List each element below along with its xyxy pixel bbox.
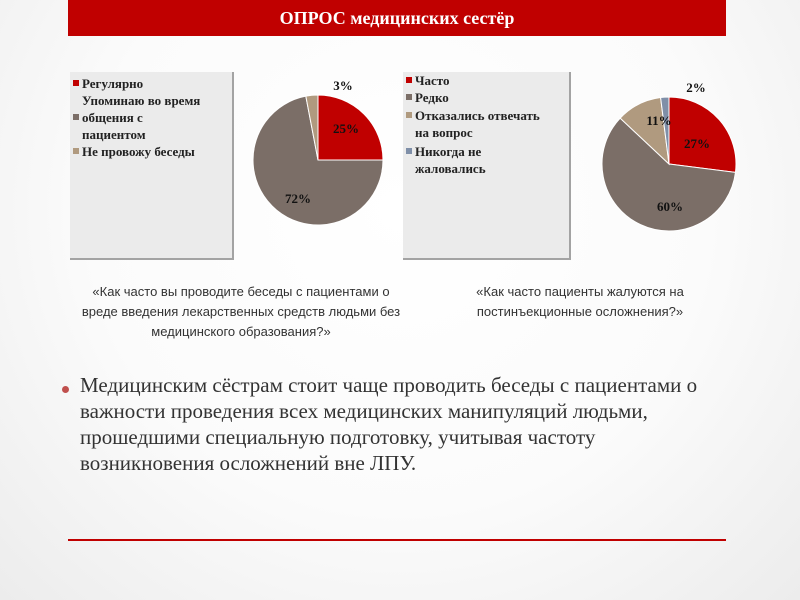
chart2-legend-item-often (415, 73, 450, 89)
chart2-data-label-2: 11% (646, 113, 672, 128)
chart2-legend-line: жаловались (415, 161, 486, 176)
chart2-legend-swatch-red (406, 77, 412, 83)
chart2-legend-item-never (415, 144, 481, 160)
chart2-data-label-0: 27% (684, 136, 710, 151)
chart1-legend-item-none (82, 144, 195, 160)
chart1-legend-item-regular (82, 76, 143, 92)
chart1-data-label-1: 72% (285, 191, 311, 206)
chart1-legend-line: пациентом (82, 127, 146, 142)
chart2-legend-line: Часто (415, 73, 450, 88)
chart2-legend (403, 72, 571, 260)
chart2-legend-line: Редко (415, 90, 449, 105)
chart1-legend-line: Не провожу беседы (82, 144, 195, 159)
chart1-question-line: вреде введения лекарственных средств людьми без (81, 304, 401, 319)
chart1-question (40, 282, 442, 342)
conclusion-text: Медицинским сёстрам стоит чаще проводить беседы с пациентами о важности проведения всех медицинских манипуляций людьми, прошедшими специальную подготовку, учитывая частоту возникновения осложнений вне ЛПУ. (80, 373, 698, 475)
chart1-question-line: «Как часто вы проводите беседы с пациентами о (92, 284, 390, 299)
chart1-legend (70, 72, 234, 260)
chart2-legend-line: на вопрос (415, 125, 473, 140)
chart1-legend-swatch-red (73, 80, 79, 86)
chart2-data-label-3: 2% (686, 80, 706, 95)
chart2-pie (602, 80, 736, 231)
chart1-question-line: медицинского образования?» (151, 324, 331, 339)
bottom-divider (68, 539, 726, 541)
chart2-legend-line: Никогда не (415, 144, 482, 159)
bullet-icon (62, 386, 69, 393)
chart2-legend-item-rarely (415, 90, 449, 106)
chart2-legend-swatch-brown (406, 94, 412, 100)
chart1-legend-swatch-tan (73, 148, 79, 154)
chart2-question-line: постинъекционные осложнения?» (476, 304, 684, 319)
chart1-pie (253, 78, 383, 225)
chart1-legend-line: Упоминаю во время (82, 93, 201, 108)
chart2-legend-swatch-blue (406, 148, 412, 154)
chart1-data-label-0: 25% (333, 121, 359, 136)
chart1-legend-line: общения с (82, 110, 143, 125)
chart2-data-label-1: 60% (657, 199, 683, 214)
slide-title: ОПРОС медицинских сестёр (68, 0, 726, 36)
chart1-legend-swatch-brown (73, 114, 79, 120)
chart1-data-label-2: 3% (333, 78, 353, 93)
chart2-question-line: «Как часто пациенты жалуются на (476, 284, 684, 299)
chart2-legend-item-refused (415, 108, 540, 124)
chart1-legend-line: Регулярно (82, 76, 144, 91)
chart2-legend-swatch-tan (406, 112, 412, 118)
chart2-legend-line: Отказались отвечать (415, 108, 540, 123)
chart2-question (440, 282, 720, 322)
chart1-legend-item-mention (82, 110, 143, 126)
chart2-slice-0 (669, 97, 736, 172)
